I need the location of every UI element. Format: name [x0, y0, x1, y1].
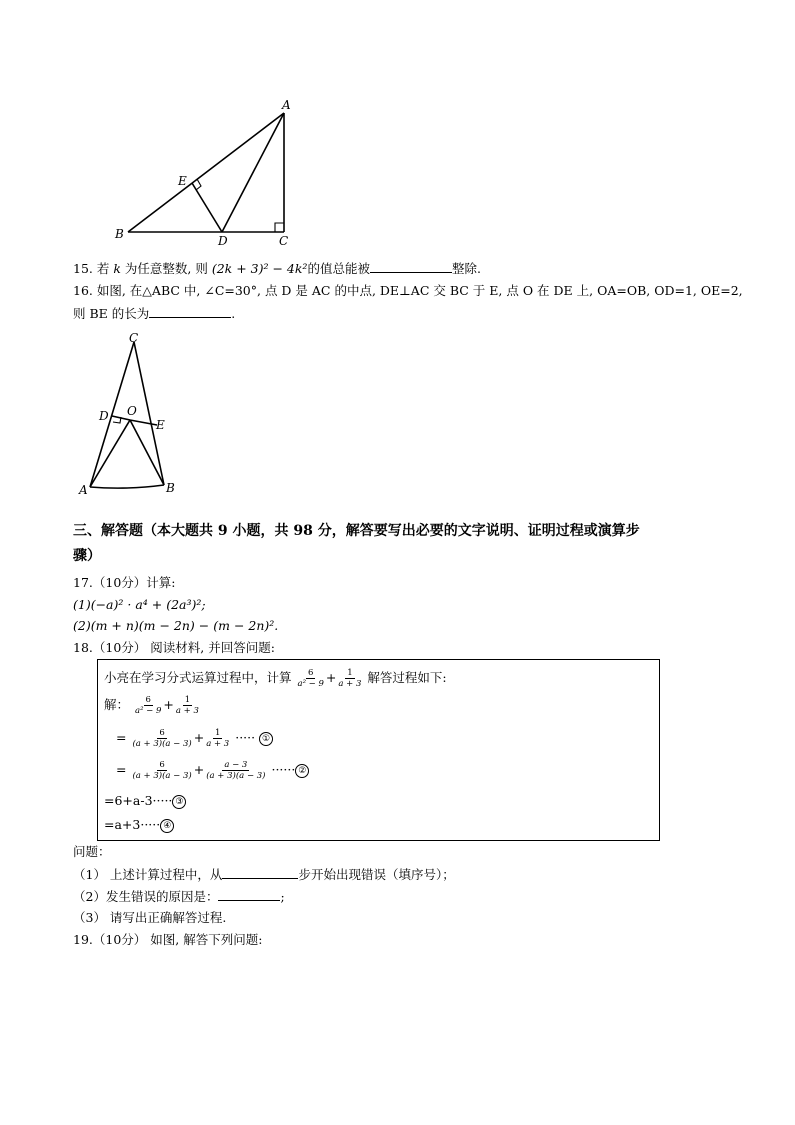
- q15-post: 的值总能被: [307, 261, 370, 276]
- segment-ad: [222, 113, 284, 232]
- q18-jie: 解：: [104, 697, 130, 712]
- label-a: A: [282, 98, 291, 112]
- q16-line2-prefix: 则 BE 的长为: [73, 306, 150, 321]
- figure-triangle-abc-o: [75, 330, 195, 500]
- fraction-1-over-ap3: $\frac{1}{a + 3}$: [206, 728, 230, 749]
- segment-cb: [134, 342, 164, 485]
- q18-intro-prefix: 小亮在学习分式运算过程中，计算: [104, 670, 292, 685]
- label-b: B: [115, 227, 124, 241]
- segment-de: [192, 183, 222, 232]
- q15-k: k: [113, 261, 121, 276]
- q18-solution-start: 解： $\frac{6}{\text{a² − 9}}$ + $\frac{1}{a + 3}$: [104, 695, 199, 716]
- q18-q2-answer-blank[interactable]: [218, 888, 280, 901]
- label-e: E: [156, 418, 165, 432]
- step-marker-2: ②: [295, 764, 309, 778]
- q18-question-2: （2）发生错误的原因是： ;: [73, 889, 285, 904]
- q15-expression: (2k + 3)² − 4k²: [211, 261, 308, 276]
- fraction-1-over-ap3: $\frac{1}{a + 3}$: [175, 695, 199, 716]
- question-17-part2: (2)(m + n)(m − 2n) − (m − 2n)².: [73, 618, 279, 633]
- label-c: C: [129, 331, 139, 345]
- q18-step-4: =a+3····· ④: [104, 817, 174, 833]
- question-16-line1: 16. 如图, 在△ABC 中, ∠C=30°, 点 D 是 AC 的中点, DE⊥AC 交 BC 于 E, 点 O 在 DE 上, OA=OB, OD=1, OE=2,: [73, 283, 743, 298]
- segment-oe: [130, 420, 157, 425]
- q15-prefix: 15. 若: [73, 261, 114, 276]
- fraction-6-over-product: $\frac{6}{(a + 3)(a - 3)}$: [132, 760, 192, 781]
- step-marker-4: ④: [160, 819, 174, 833]
- segment-ao: [90, 420, 130, 487]
- q18-step-3: =6+a-3····· ③: [104, 793, 186, 809]
- label-b: B: [166, 481, 175, 495]
- q18-q1-answer-blank[interactable]: [222, 866, 298, 879]
- q18-step-1: = $\frac{6}{(a + 3)(a - 3)}$ + $\frac{1}{a + 3}$ ····· ①: [116, 728, 273, 749]
- question-17-part1: (1)(−a)² · a⁴ + (2a³)²;: [73, 597, 206, 612]
- label-d: D: [99, 409, 109, 423]
- right-angle-mark-e: [196, 179, 201, 190]
- question-19-head: 19.（10分） 如图, 解答下列问题:: [73, 932, 263, 947]
- label-e: E: [178, 174, 187, 188]
- segment-ba: [128, 113, 284, 232]
- question-17-head: 17.（10分）计算:: [73, 575, 176, 590]
- q18-step-2: = $\frac{6}{(a + 3)(a - 3)}$ + $\frac{a - 3}{(a + 3)(a - 3)}$ ······ ②: [116, 760, 309, 781]
- q18-question-3: （3） 请写出正确解答过程.: [73, 910, 227, 925]
- right-angle-mark-c: [275, 223, 284, 232]
- fraction-6-over-a2m9: $\frac{6}{\text{a² − 9}}$: [135, 695, 162, 716]
- step-marker-3: ③: [172, 795, 186, 809]
- fraction-6-over-product: $\frac{6}{(a + 3)(a - 3)}$: [132, 728, 192, 749]
- question-15: [73, 260, 481, 277]
- label-d: D: [218, 234, 228, 248]
- label-a: A: [79, 483, 88, 497]
- q15-mid: 为任意整数, 则: [120, 261, 208, 276]
- q16-answer-blank[interactable]: [149, 305, 231, 318]
- fraction-1-over-ap3: $\frac{1}{a + 3}$: [338, 668, 362, 689]
- segment-ab: [90, 485, 164, 488]
- q16-line2-suffix: .: [231, 306, 236, 321]
- q18-intro: 小亮在学习分式运算过程中，计算 $\frac{6}{\text{a² − 9}}$ + $\frac{1}{a + 3}$ 解答过程如下:: [104, 668, 447, 689]
- section-3-heading-line1: 三、解答题（本大题共 9 小题，共 98 分，解答要写出必要的文字说明、证明过程或演算步: [73, 523, 640, 539]
- q18-question-1: （1） 上述计算过程中，从 步开始出现错误（填序号）；: [73, 867, 455, 882]
- q15-tail: 整除.: [451, 261, 481, 276]
- question-18-head: 18.（10分） 阅读材料, 并回答问题:: [73, 640, 275, 655]
- fraction-6-over-a2m9: $\frac{6}{\text{a² − 9}}$: [297, 668, 324, 689]
- label-o: O: [127, 404, 137, 418]
- q18-questions-label: 问题：: [73, 844, 111, 859]
- q15-answer-blank[interactable]: [370, 260, 452, 273]
- label-c: C: [279, 234, 289, 248]
- section-3-heading-line2: 骤）: [73, 548, 101, 564]
- figure-triangle-abc: [110, 95, 310, 255]
- question-16-line2: [73, 305, 235, 322]
- q18-intro-suffix: 解答过程如下:: [367, 670, 447, 685]
- step-marker-1: ①: [259, 732, 273, 746]
- fraction-am3-over-product: $\frac{a - 3}{(a + 3)(a - 3)}$: [206, 760, 266, 781]
